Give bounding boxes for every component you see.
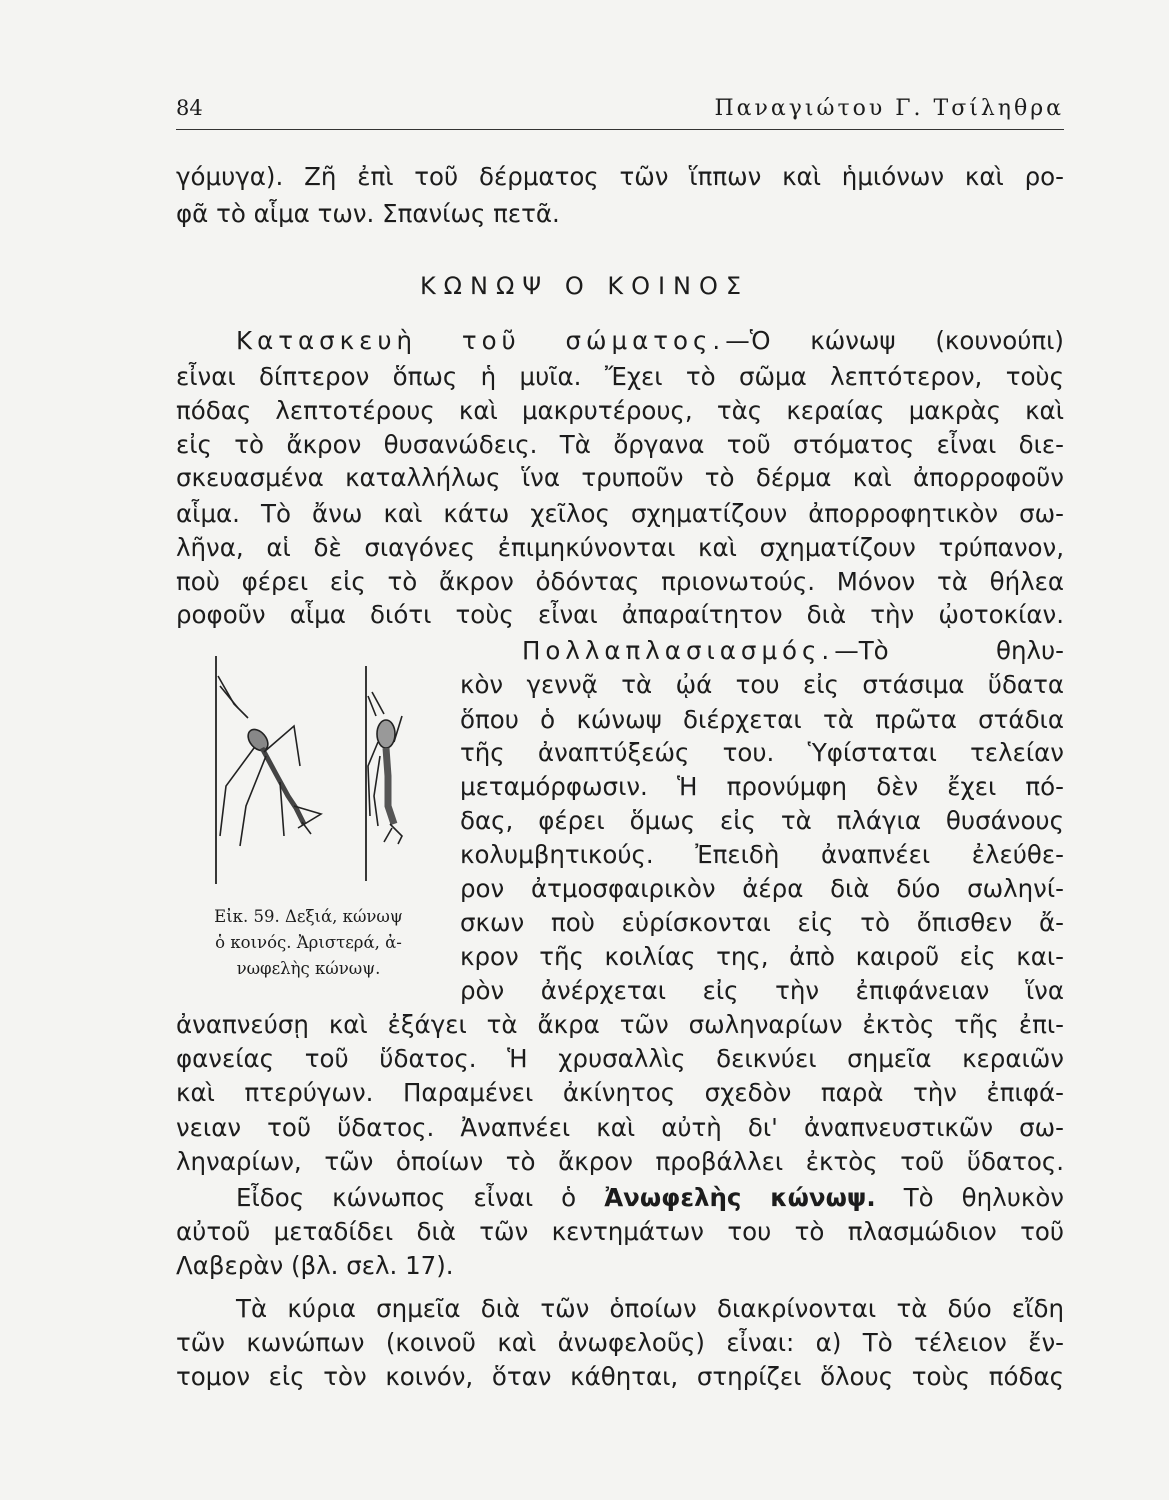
text-line: αἷμα. Τὸ ἄνω καὶ κάτω χεῖλος σχηματίζουν ἀπορροφητικὸν σω- bbox=[176, 499, 1064, 528]
section-heading: ΚΩΝΩΨ Ο ΚΟΙΝΟΣ bbox=[419, 272, 750, 300]
species-post: Τὸ θηλυκὸν bbox=[875, 1183, 1064, 1212]
text-line: ροφοῦν αἷμα διότι τοὺς εἶναι ἀπαραίτητον διὰ τὴν ᾠοτοκίαν. bbox=[176, 600, 1064, 629]
repro-first-rest: —Τὸ θηλυ- bbox=[834, 636, 1064, 665]
text-line: σκων ποὺ εὑρίσκονται εἰς τὸ ὄπισθεν ἄ- bbox=[460, 908, 1064, 937]
text-line: νειαν τοῦ ὕδατος. Ἀναπνέει καὶ αὐτὴ δι' ἀναπνευστικῶν σω- bbox=[176, 1113, 1064, 1142]
culex-illustration bbox=[366, 666, 402, 881]
paragraph-first-line bbox=[236, 324, 1064, 358]
structure-first-rest: —Ὁ κώνωψ (κουνούπι) bbox=[725, 326, 1064, 355]
text-line: φᾶ τὸ αἷμα των. Σπανίως πετᾶ. bbox=[176, 199, 560, 228]
text-line: ἀναπνεύσῃ καὶ ἐξάγει τὰ ἄκρα τῶν σωληναρίων ἐκτὸς τῆς ἐπι- bbox=[176, 1010, 1064, 1039]
structure-title: Κατασκευὴ τοῦ σώματος. bbox=[236, 326, 726, 355]
text-line: καὶ πτερύγων. Παραμένει ἀκίνητος σχεδὸν παρὰ τὴν ἐπιφά- bbox=[176, 1078, 1064, 1107]
text-line: ληναρίων, τῶν ὁποίων τὸ ἄκρον προβάλλει ἐκτὸς τοῦ ὕδατος. bbox=[176, 1147, 1064, 1176]
repro-title: Πολλαπλασιασμός. bbox=[522, 636, 835, 665]
text-line: ὅπου ὁ κώνωψ διέρχεται τὰ πρῶτα στάδια bbox=[460, 705, 1064, 734]
anopheles-illustration bbox=[216, 656, 321, 884]
text-line: Λαβερὰν (βλ. σελ. 17). bbox=[176, 1251, 454, 1280]
running-head: Παναγιώτου Γ. Τσίληθρα bbox=[714, 96, 1064, 121]
figure-caption-line: Εἰκ. 59. Δεξιά, κώνωψ bbox=[214, 907, 403, 926]
text-line: κρον τῆς κοιλίας της, ἀπὸ καιροῦ εἰς και- bbox=[460, 942, 1064, 971]
mosquito-figure bbox=[176, 656, 441, 886]
text-line: ρον ἀτμοσφαιρικὸν ἀέρα διὰ δύο σωληνί- bbox=[460, 874, 1064, 903]
text-line: δας, φέρει ὅμως εἰς τὰ πλάγια θυσάνους bbox=[460, 806, 1064, 835]
text-line: ρὸν ἀνέρχεται εἰς τὴν ἐπιφάνειαν ἵνα bbox=[460, 976, 1064, 1005]
text-line: λῆνα, αἱ δὲ σιαγόνες ἐπιμηκύνονται καὶ σχηματίζουν τρύπανον, bbox=[176, 533, 1064, 562]
header-rule bbox=[176, 129, 1064, 130]
text-line: τῶν κωνώπων (κοινοῦ καὶ ἀνωφελοῦς) εἶναι: α) Τὸ τέλειον ἔν- bbox=[176, 1328, 1064, 1357]
page-number: 84 bbox=[176, 96, 203, 120]
page-header bbox=[176, 96, 1064, 126]
text-line: κὸν γεννᾷ τὰ ᾠά του εἰς στάσιμα ὕδατα bbox=[460, 670, 1064, 699]
text-line: φανείας τοῦ ὕδατος. Ἡ χρυσαλλὶς δεικνύει σημεῖα κεραιῶν bbox=[176, 1044, 1064, 1073]
species-pre: Εἶδος κώνωπος εἶναι ὁ bbox=[236, 1183, 605, 1212]
text-line: Τὰ κύρια σημεῖα διὰ τῶν ὁποίων διακρίνονται τὰ δύο εἴδη bbox=[236, 1294, 1064, 1323]
figure-caption-line: νωφελὴς κώνωψ. bbox=[236, 959, 381, 978]
text-line: αὐτοῦ μεταδίδει διὰ τῶν κεντημάτων του τὸ πλασμώδιον τοῦ bbox=[176, 1217, 1064, 1246]
figure-caption-line: ὁ κοινός. Ἀριστερά, ἀ- bbox=[215, 933, 402, 952]
text-line: εἶναι δίπτερον ὅπως ἡ μυῖα. Ἔχει τὸ σῶμα λεπτότερον, τοὺς bbox=[176, 362, 1064, 391]
text-line: μεταμόρφωσιν. Ἡ προνύμφη δὲν ἔχει πό- bbox=[460, 772, 1064, 801]
text-line: πόδας λεπτοτέρους καὶ μακρυτέρους, τὰς κεραίας μακρὰς καὶ bbox=[176, 396, 1064, 425]
text-line: εἰς τὸ ἄκρον θυσανώδεις. Τὰ ὄργανα τοῦ στόματος εἶναι διε- bbox=[176, 430, 1064, 459]
species-name: Ἀνωφελὴς κώνωψ. bbox=[604, 1183, 876, 1212]
paragraph-first-line bbox=[460, 634, 1064, 668]
text-line: τῆς ἀναπτύξεώς του. Ὑφίσταται τελείαν bbox=[460, 738, 1064, 767]
text-line: τομον εἰς τὸν κοινόν, ὅταν κάθηται, στηρίζει ὅλους τοὺς πόδας bbox=[176, 1362, 1064, 1391]
text-line: κολυμβητικούς. Ἐπειδὴ ἀναπνέει ἐλεύθε- bbox=[460, 840, 1064, 869]
text-line: γόμυγα). Ζῆ ἐπὶ τοῦ δέρματος τῶν ἵππων καὶ ἡμιόνων καὶ ρο- bbox=[176, 162, 1064, 191]
text-line: σκευασμένα καταλλήλως ἵνα τρυποῦν τὸ δέρμα καὶ ἀπορροφοῦν bbox=[176, 463, 1064, 492]
paragraph-first-line bbox=[236, 1181, 1064, 1215]
text-line: ποὺ φέρει εἰς τὸ ἄκρον ὀδόντας πριονωτούς. Μόνον τὰ θήλεα bbox=[176, 567, 1064, 596]
